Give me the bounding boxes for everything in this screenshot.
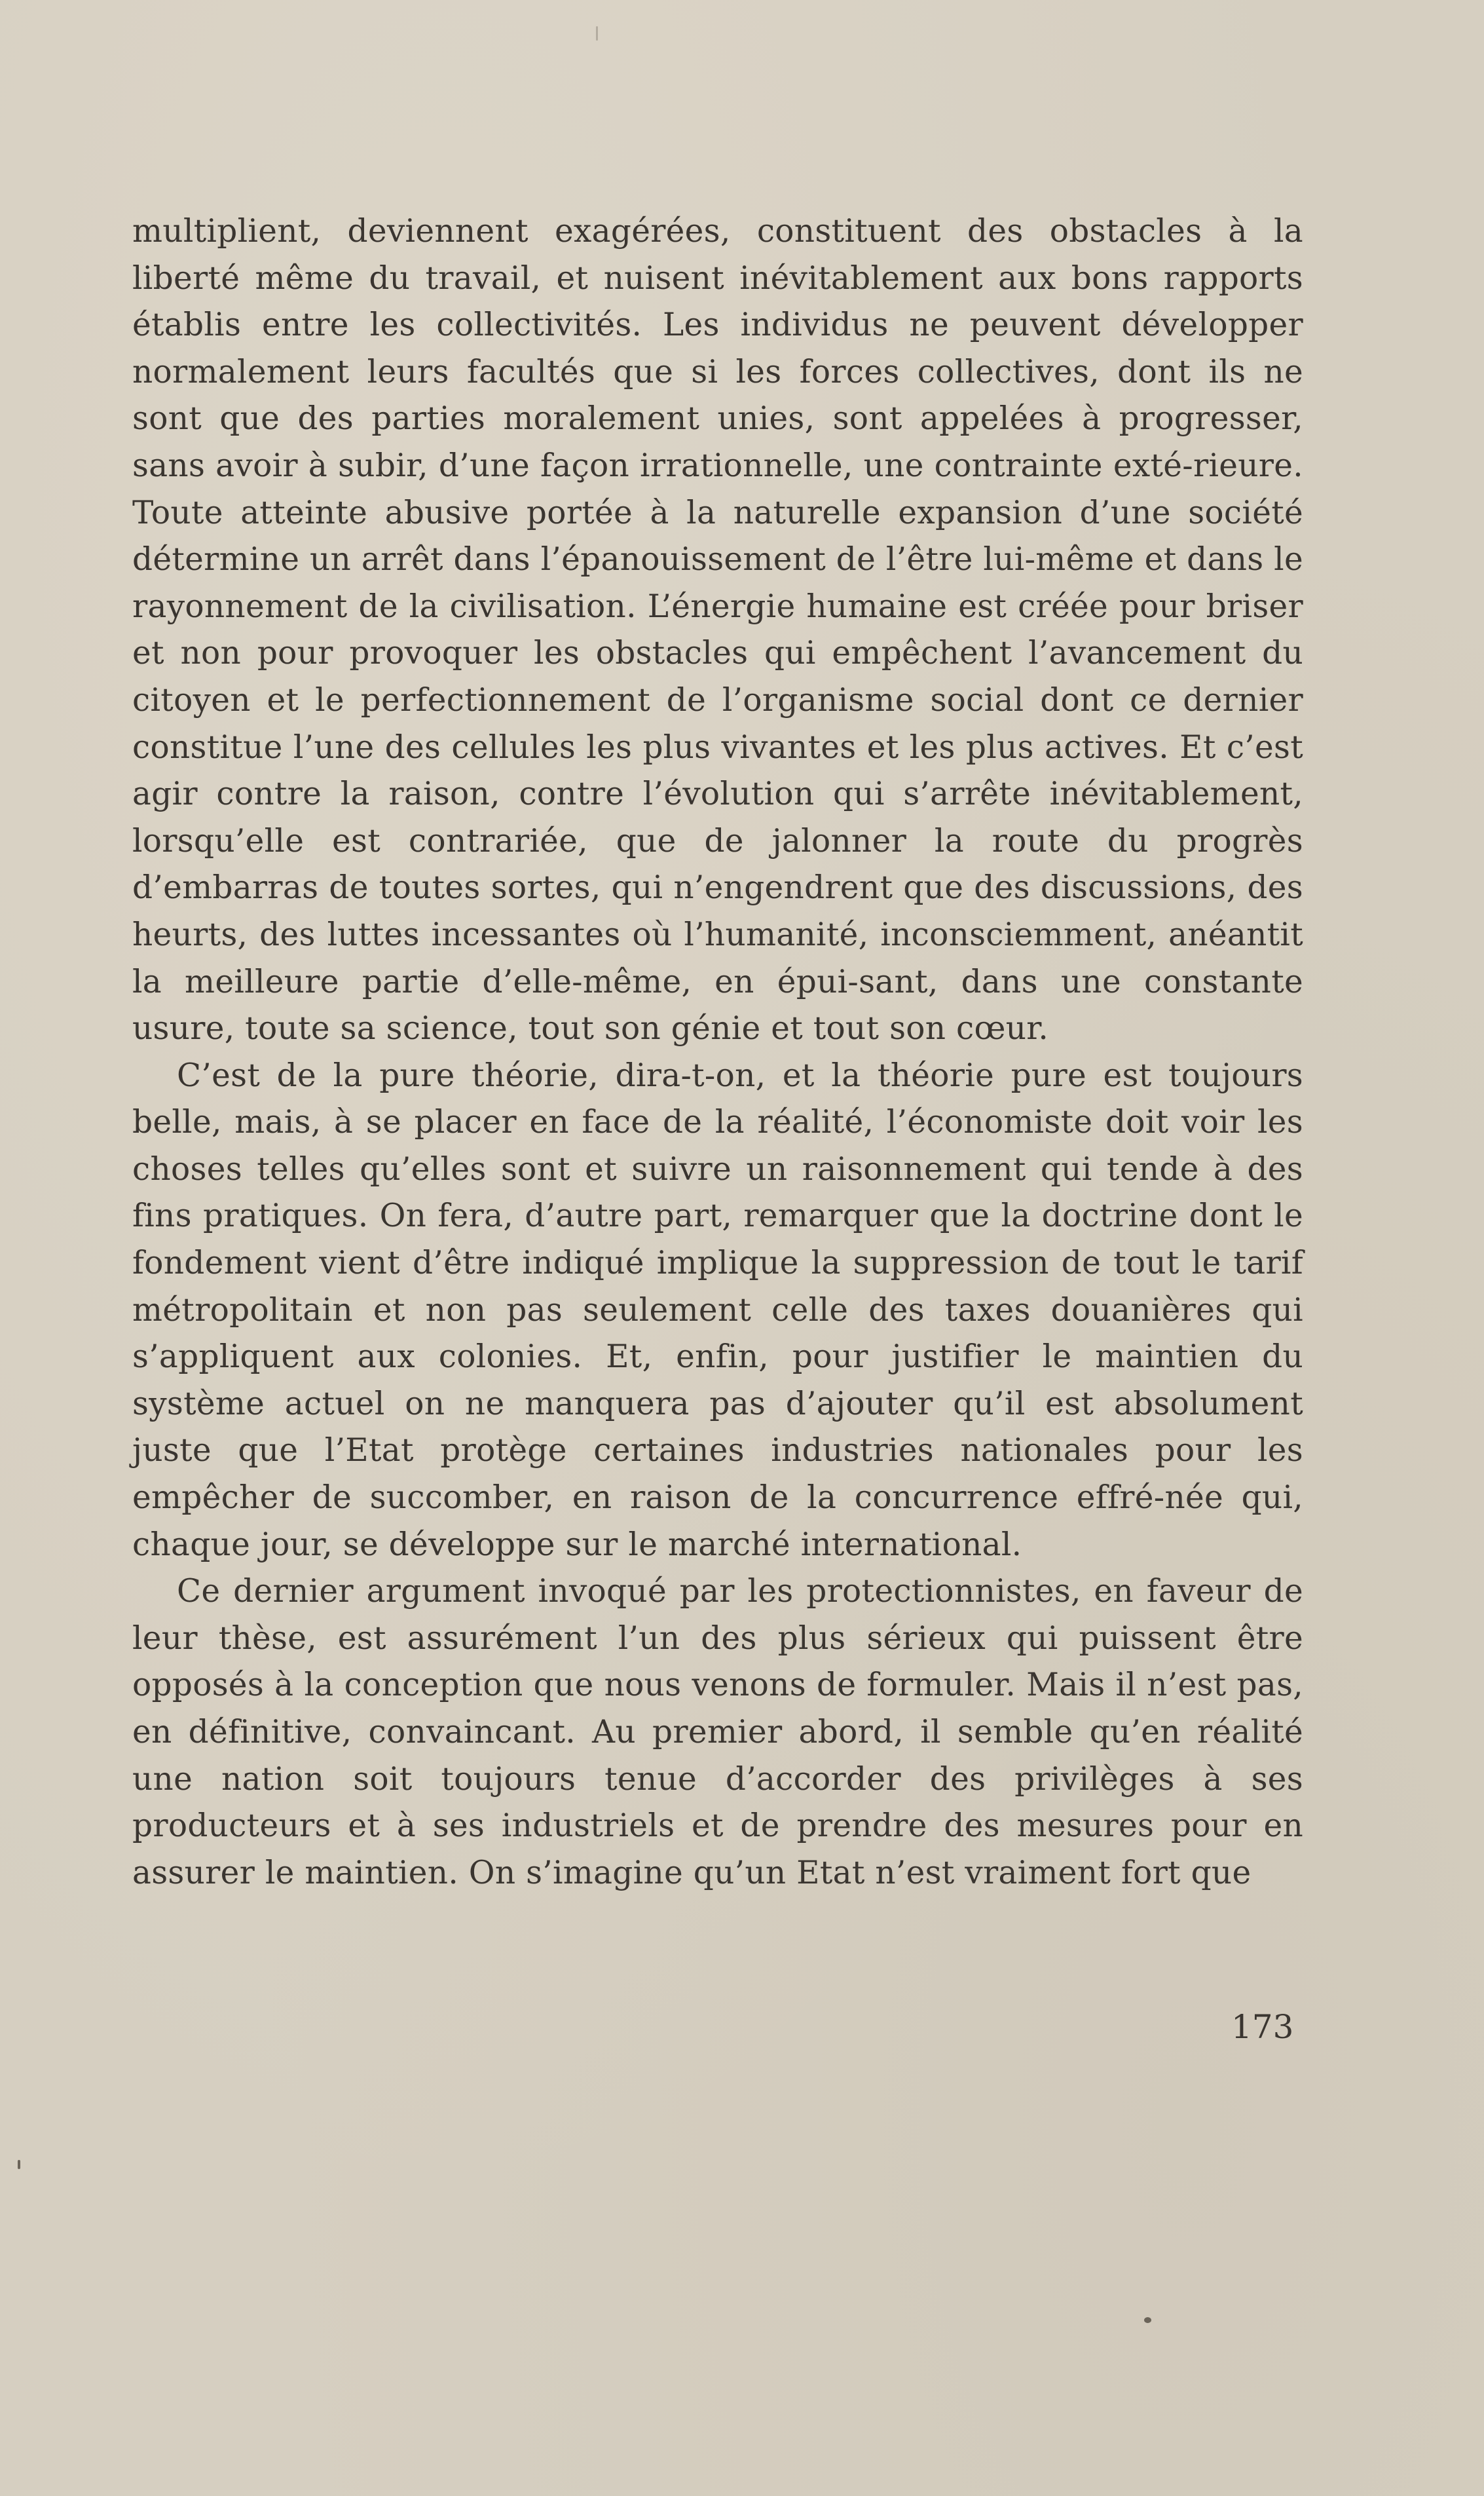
- page-number: 173: [1231, 2008, 1294, 2046]
- paragraph-1: multiplient, deviennent exagérées, constituent des obstacles à la liberté même du travail, et nuisent inévitablement aux bons rapports établis entre les collectivités. Les individus ne peuvent développer normalement leurs facultés que si les forces collectives, dont ils ne sont que des parties moralement unies, sont appelées à progresser, sans avoir à subir, d’une façon irrationnelle, une contrainte exté-rieure. Toute atteinte abusive portée à la naturelle expansion d’une société détermine un arrêt dans l’épanouissement de l’être lui-même et dans le rayonnement de la civilisation. L’énergie humaine est créée pour briser et non pour provoquer les obstacles qui empêchent l’avancement du citoyen et le perfectionnement de l’organisme social dont ce dernier constitue l’une des cellules les plus vivantes et les plus actives. Et c’est agir contre la raison, contre l’évolution qui s’arrête inévitablement, lorsqu’elle est contrariée, que de jalonner la route du progrès d’embarras de toutes sortes, qui n’engendrent que des discussions, des heurts, des luttes incessantes où l’humanité, inconsciemment, anéantit la meilleure partie d’elle-même, en épui-sant, dans une constante usure, toute sa science, tout son génie et tout son cœur.: [132, 213, 1303, 1048]
- paragraph-3: Ce dernier argument invoqué par les protectionnistes, en faveur de leur thèse, est assurément l’un des plus sérieux qui puissent être opposés à la conception que nous venons de formuler. Mais il n’est pas, en définitive, convaincant. Au premier abord, il semble qu’en réalité une nation soit toujours tenue d’accorder des privilèges à ses producteurs et à ses industriels et de prendre des mesures pour en assurer le maintien. On s’imagine qu’un Etat n’est vraiment fort que: [132, 1573, 1303, 1891]
- paper-speck: [18, 2160, 20, 2169]
- paper-speck: [1144, 2317, 1151, 2323]
- body-text: [132, 208, 1303, 1897]
- paragraph-2: C’est de la pure théorie, dira-t-on, et la théorie pure est toujours belle, mais, à se placer en face de la réalité, l’économiste doit voir les choses telles qu’elles sont et suivre un raisonnement qui tende à des fins pratiques. On fera, d’autre part, remarquer que la doctrine dont le fondement vient d’être indiqué implique la suppression de tout le tarif métropolitain et non pas seulement celle des taxes douanières qui s’appliquent aux colonies. Et, enfin, pour justifier le maintien du système actuel on ne manquera pas d’ajouter qu’il est absolument juste que l’Etat protège certaines industries nationales pour les empêcher de succomber, en raison de la concurrence effré-née qui, chaque jour, se développe sur le marché international.: [132, 1057, 1303, 1563]
- paper-speck: [596, 26, 598, 41]
